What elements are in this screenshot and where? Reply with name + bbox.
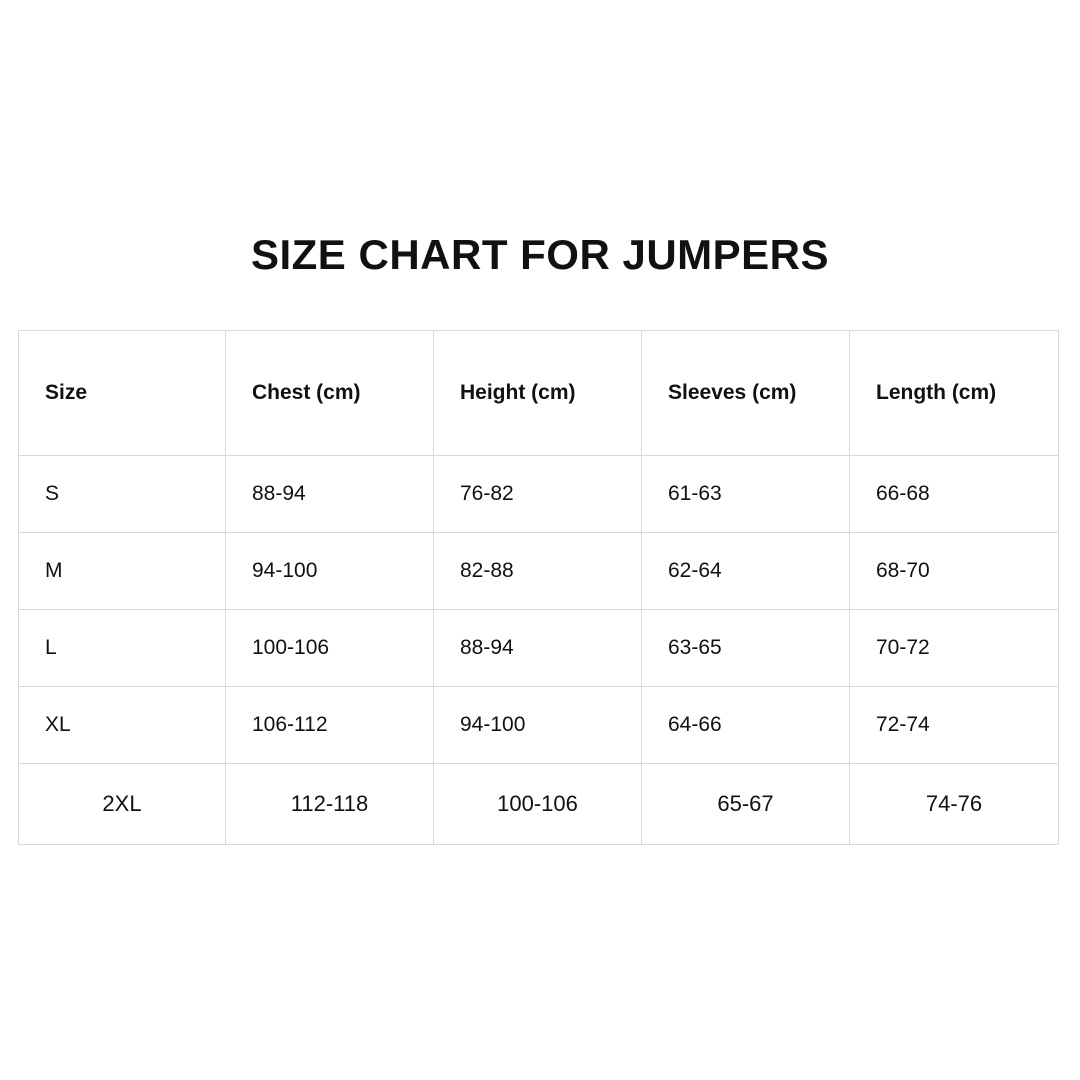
table-header-row [19,331,1059,456]
cell-size: L [19,610,226,687]
cell-chest: 106-112 [226,687,434,764]
cell-chest: 100-106 [226,610,434,687]
cell-height: 88-94 [434,610,642,687]
cell-size: XL [19,687,226,764]
table-row [19,533,1059,610]
cell-length: 74-76 [850,764,1059,845]
cell-length: 68-70 [850,533,1059,610]
cell-sleeves: 63-65 [642,610,850,687]
cell-length: 70-72 [850,610,1059,687]
column-header-size: Size [19,331,226,456]
cell-sleeves: 65-67 [642,764,850,845]
table-row [19,764,1059,845]
cell-size: 2XL [19,764,226,845]
cell-sleeves: 64-66 [642,687,850,764]
column-header-height: Height (cm) [434,331,642,456]
cell-chest: 94-100 [226,533,434,610]
cell-sleeves: 62-64 [642,533,850,610]
cell-height: 82-88 [434,533,642,610]
cell-chest: 112-118 [226,764,434,845]
table-body [19,456,1059,845]
column-header-chest: Chest (cm) [226,331,434,456]
column-header-length: Length (cm) [850,331,1059,456]
page-title: SIZE CHART FOR JUMPERS [250,231,830,278]
cell-height: 100-106 [434,764,642,845]
table-row [19,610,1059,687]
cell-chest: 88-94 [226,456,434,533]
cell-size: S [19,456,226,533]
size-chart-table-wrapper [18,330,1058,845]
cell-sleeves: 61-63 [642,456,850,533]
size-chart-table [18,330,1059,845]
table-header [19,331,1059,456]
cell-length: 72-74 [850,687,1059,764]
cell-height: 94-100 [434,687,642,764]
column-header-sleeves: Sleeves (cm) [642,331,850,456]
cell-height: 76-82 [434,456,642,533]
cell-length: 66-68 [850,456,1059,533]
table-row [19,687,1059,764]
cell-size: M [19,533,226,610]
table-row [19,456,1059,533]
